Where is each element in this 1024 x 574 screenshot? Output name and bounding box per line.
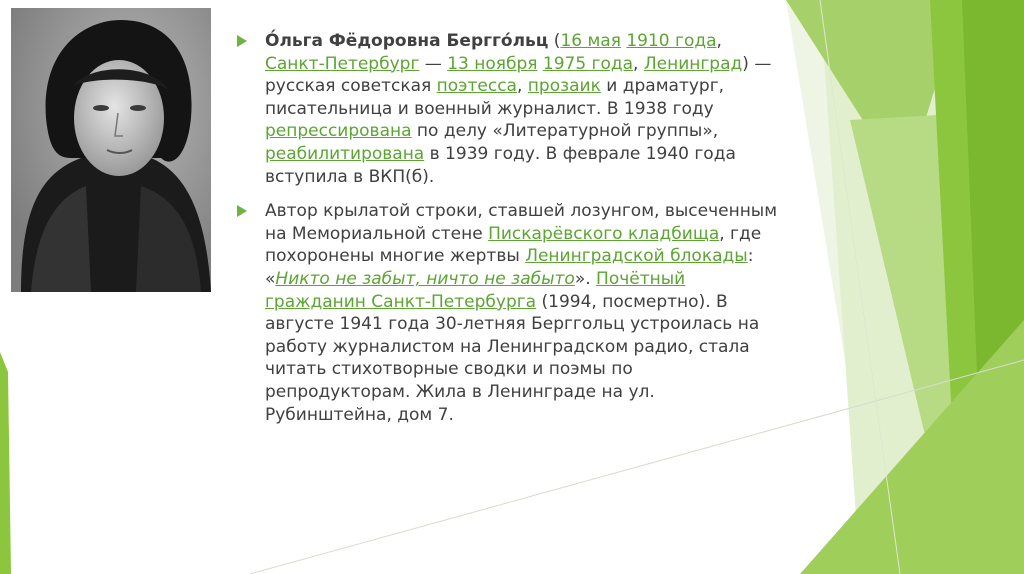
link-death-place[interactable]: Ленинград <box>643 53 743 74</box>
link-quote[interactable]: Никто не забыт, ничто не забыто <box>275 268 575 289</box>
text-run: : « <box>265 246 754 289</box>
text-run: , <box>516 76 528 97</box>
text-run: ». <box>574 268 597 289</box>
text-run: ( <box>548 31 561 51</box>
person-name <box>265 31 548 51</box>
name-part: О <box>265 31 280 51</box>
name-part: льц <box>512 31 549 51</box>
text-run: ) — русская советская <box>265 53 772 97</box>
link-honorary-citizen[interactable]: Почётный гражданин Санкт-Петербурга <box>265 268 686 312</box>
link-poetess[interactable]: поэтесса <box>436 76 517 97</box>
link-leningrad-blockade[interactable]: Ленинградской блокады <box>525 246 748 267</box>
text-run: Автор крылатой строки, ставшей лозунгом, высеченным на Мемориальной стене <box>265 201 778 244</box>
link-death-year[interactable]: 1975 года <box>542 53 634 74</box>
text-run: , <box>716 31 722 51</box>
link-death-date[interactable]: 13 ноября <box>447 53 538 74</box>
text-run: по делу «Литературной группы», <box>411 121 719 142</box>
text-run: , где похоронены многие жертвы <box>265 223 762 267</box>
bullet-triangle-icon <box>237 205 247 217</box>
bullet-triangle-icon <box>237 35 247 47</box>
link-repressed[interactable]: репрессирована <box>265 121 412 142</box>
portrait-photo <box>11 8 211 292</box>
text-run: — <box>419 53 448 74</box>
link-birth-date[interactable]: 16 мая <box>560 31 621 51</box>
portrait-illustration <box>11 8 211 292</box>
link-prosaist[interactable]: прозаик <box>527 76 601 97</box>
left-green-strip <box>0 352 11 574</box>
bullet-paragraph-1 <box>237 30 782 188</box>
name-part: льга Фёдоровна Бергго <box>279 31 513 51</box>
text-body <box>237 30 782 438</box>
text-run: и драматург, писательница и военный журналист. В 1938 году <box>265 76 725 119</box>
text-run: (1994, посмертно). В августе 1941 года 30-летняя Берггольц устроилась на работу журналистом на Ленинградском радио, стала читать стихотворные сводки и поэмы по репродукторам. Жила в Ленинграде на ул. Рубинштейна, дом 7. <box>265 291 760 425</box>
link-rehabilitated[interactable]: реабилитирована <box>265 143 425 164</box>
bullet-paragraph-2 <box>237 200 782 426</box>
text-run: , <box>633 53 644 74</box>
link-birth-place[interactable]: Санкт-Петербург <box>265 53 420 74</box>
text-run: в 1939 году. В феврале 1940 года вступила в ВКП(б). <box>265 143 736 187</box>
link-birth-year[interactable]: 1910 года <box>626 31 717 51</box>
link-piskarevskoe-cemetery[interactable]: Пискарёвского кладбища <box>488 223 720 244</box>
